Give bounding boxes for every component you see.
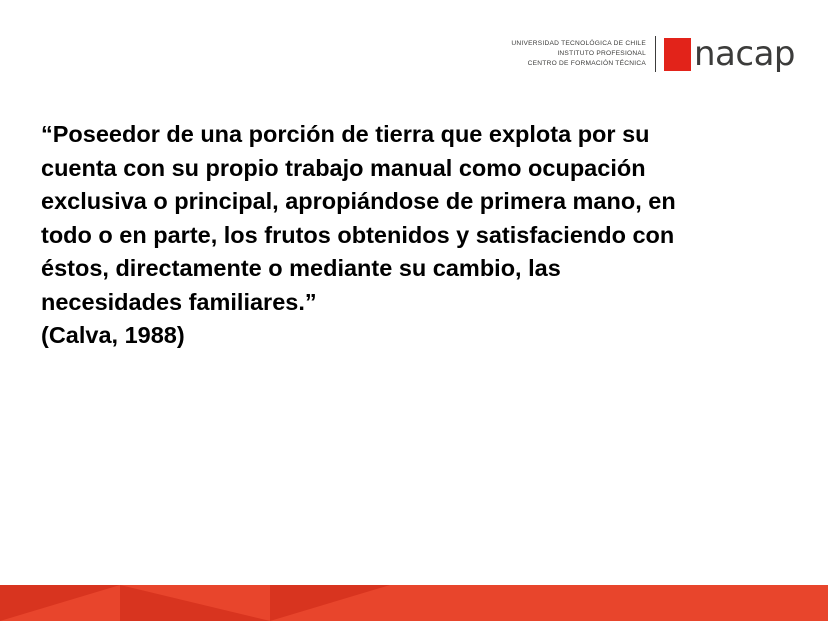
bar-shape-1 xyxy=(0,585,120,621)
quote-block xyxy=(41,118,801,353)
logo-square-icon xyxy=(664,38,691,71)
logo-institution-lines xyxy=(511,39,655,70)
logo-line-3: CENTRO DE FORMACIÓN TÉCNICA xyxy=(527,60,646,68)
logo-line-2: INSTITUTO PROFESIONAL xyxy=(557,49,646,57)
bar-shape-3 xyxy=(270,585,390,621)
quote-line-5: éstos, directamente o mediante su cambio, las xyxy=(41,255,561,281)
logo-brand-name: nacap xyxy=(694,34,795,74)
quote-line-2: cuenta con su propio trabajo manual como ocupación xyxy=(41,154,646,181)
quote-line-1: “Poseedor de una porción de tierra que explota por su xyxy=(41,121,650,147)
quote-line-3: exclusiva o principal, apropiándose de primera mano, en xyxy=(41,188,676,214)
quote-citation: (Calva, 1988) xyxy=(41,322,185,348)
bar-shape-2 xyxy=(120,585,270,621)
logo-mark xyxy=(656,34,795,74)
logo-line-1: UNIVERSIDAD TECNOLÓGICA DE CHILE xyxy=(511,39,646,47)
footer-decorative-bar xyxy=(0,585,828,621)
quote-line-4: todo o en parte, los frutos obtenidos y satisfaciendo con xyxy=(41,221,675,248)
inacap-logo xyxy=(511,33,795,75)
quote-line-6: necesidades familiares.” xyxy=(41,288,317,315)
